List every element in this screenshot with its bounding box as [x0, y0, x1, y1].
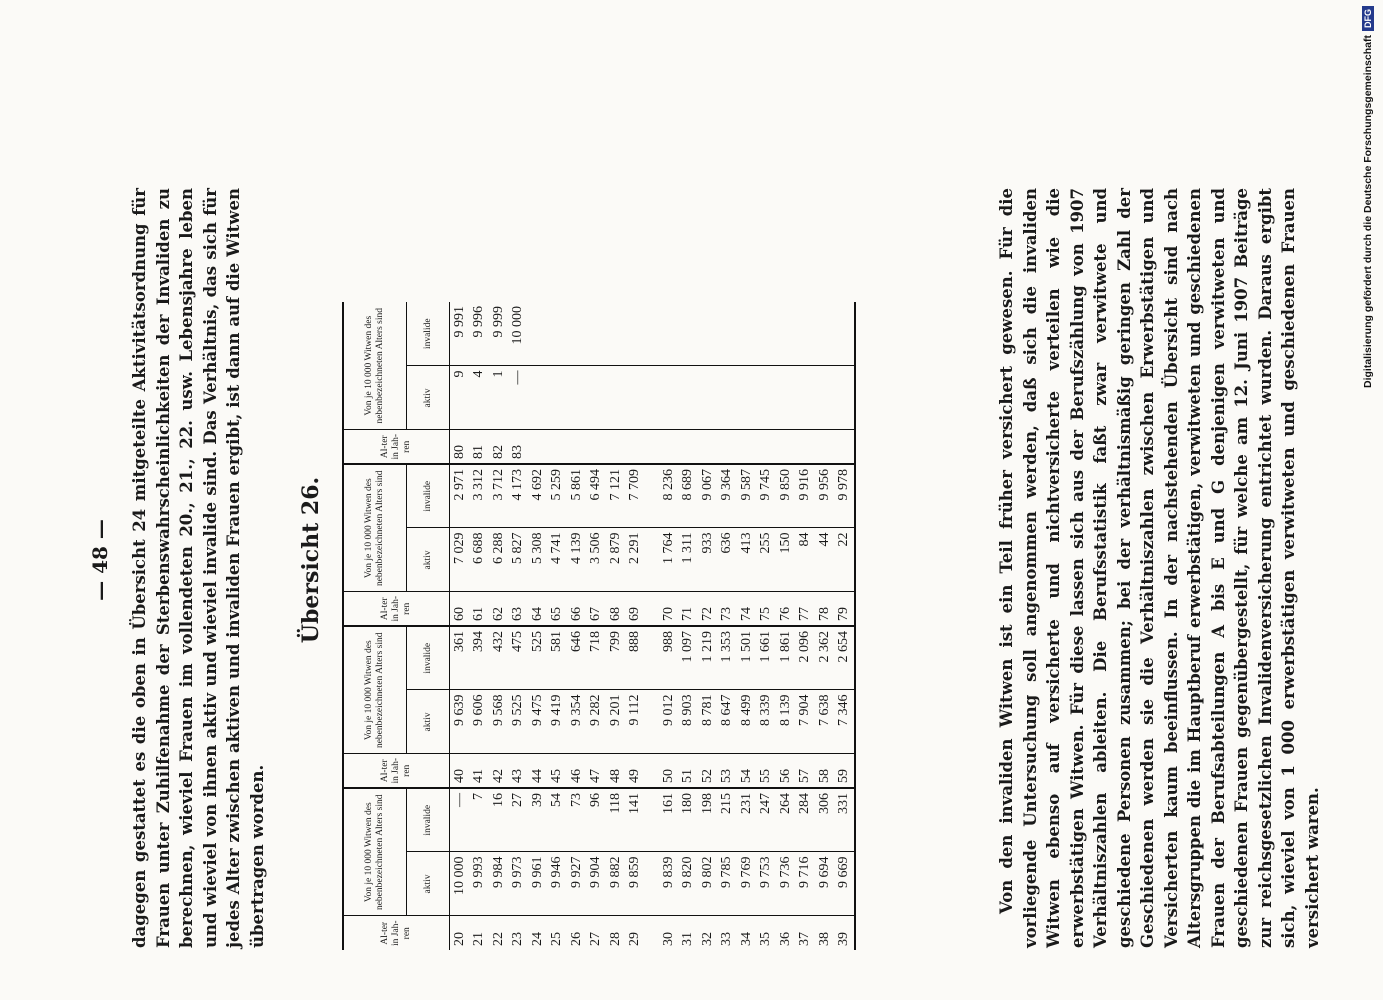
table-row: [509, 302, 529, 950]
age-cell: [567, 430, 587, 464]
aktiv-cell: 9 769: [737, 852, 757, 916]
aktiv-cell: 9 839: [659, 852, 679, 916]
invalide-cell: [606, 302, 626, 366]
age-cell: 78: [815, 592, 835, 626]
page-number: — 48 —: [88, 519, 112, 601]
aktiv-cell: 9: [450, 366, 470, 430]
invalide-cell: [548, 302, 568, 366]
invalide-cell: 141: [626, 788, 646, 852]
invalide-cell: 646: [567, 626, 587, 690]
age-cell: 45: [548, 754, 568, 788]
age-cell: [737, 430, 757, 464]
invalide-cell: [567, 302, 587, 366]
invalide-cell: [626, 302, 646, 366]
age-cell: 34: [737, 916, 757, 950]
table-row: [776, 302, 796, 950]
aktiv-cell: 4 741: [548, 528, 568, 592]
invalide-cell: 247: [757, 788, 777, 852]
age-cell: [606, 430, 626, 464]
aktiv-cell: 9 904: [587, 852, 607, 916]
aktiv-cell: 9 475: [528, 690, 548, 754]
invalide-cell: 9 364: [718, 464, 738, 528]
age-cell: 26: [567, 916, 587, 950]
aktiv-column-header: aktiv: [407, 690, 450, 754]
age-cell: 59: [835, 754, 856, 788]
invalide-cell: 2 971: [450, 464, 470, 528]
age-cell: 43: [509, 754, 529, 788]
table-row: [659, 302, 679, 950]
age-cell: [757, 430, 777, 464]
age-cell: 69: [626, 592, 646, 626]
invalide-cell: [659, 302, 679, 366]
table-row: [757, 302, 777, 950]
age-cell: 23: [509, 916, 529, 950]
document-page: [80, 160, 1322, 960]
credit-text: Digitalisierung gefördert durch die Deutsche Forschungsgemeinschaft: [1362, 35, 1374, 388]
age-cell: 53: [718, 754, 738, 788]
age-cell: 37: [796, 916, 816, 950]
age-cell: 30: [659, 916, 679, 950]
invalide-cell: 9 956: [815, 464, 835, 528]
age-cell: 77: [796, 592, 816, 626]
aktiv-cell: [815, 366, 835, 430]
aktiv-column-header: aktiv: [407, 852, 450, 916]
table-row: [737, 302, 757, 950]
aktiv-cell: 8 781: [698, 690, 718, 754]
age-cell: 83: [509, 430, 529, 464]
age-cell: 48: [606, 754, 626, 788]
invalide-cell: 73: [567, 788, 587, 852]
table-row: [587, 302, 607, 950]
aktiv-cell: 5 827: [509, 528, 529, 592]
aktiv-cell: [567, 366, 587, 430]
invalide-cell: 118: [606, 788, 626, 852]
invalide-cell: 394: [470, 626, 490, 690]
invalide-cell: 9 991: [451, 306, 467, 338]
invalide-cell: 988: [659, 626, 679, 690]
aktiv-cell: 9 201: [606, 690, 626, 754]
invalide-cell: 2 362: [815, 626, 835, 690]
invalide-cell: 6 494: [587, 464, 607, 528]
invalide-cell: 4 173: [509, 464, 529, 528]
aktiv-cell: 10 000: [450, 852, 470, 916]
aktiv-column-header: aktiv: [407, 528, 450, 592]
age-cell: 46: [567, 754, 587, 788]
table-row: [815, 302, 835, 950]
aktiv-cell: 150: [776, 528, 796, 592]
aktiv-cell: 9 568: [489, 690, 509, 754]
aktiv-cell: 9 639: [450, 690, 470, 754]
table-row: [528, 302, 548, 950]
aktiv-cell: —: [509, 366, 529, 430]
invalide-cell: 180: [679, 788, 699, 852]
age-cell: 29: [626, 916, 646, 950]
invalide-cell: 284: [796, 788, 816, 852]
invalide-cell: [528, 302, 548, 366]
age-cell: 51: [679, 754, 699, 788]
table-body: [450, 302, 856, 950]
aktiv-cell: 9 753: [757, 852, 777, 916]
aktiv-cell: 9 669: [835, 852, 856, 916]
invalide-cell: 9 916: [796, 464, 816, 528]
age-cell: 20: [450, 916, 470, 950]
invalide-cell: 9 067: [698, 464, 718, 528]
invalide-cell: 3 712: [489, 464, 509, 528]
age-cell: 66: [567, 592, 587, 626]
aktiv-cell: 5 308: [528, 528, 548, 592]
aktiv-cell: 9 946: [548, 852, 568, 916]
age-cell: [659, 430, 679, 464]
invalide-cell: [796, 302, 816, 366]
age-cell: 72: [698, 592, 718, 626]
invalide-cell: 8 236: [659, 464, 679, 528]
invalide-cell: 1 097: [679, 626, 699, 690]
aktiv-cell: 4: [470, 366, 490, 430]
group-column-header: Von je 10 000 Witwen des nebenbezeichneten Alters sind: [343, 788, 407, 916]
invalide-cell: 96: [587, 788, 607, 852]
aktiv-cell: 8 499: [737, 690, 757, 754]
age-cell: 68: [606, 592, 626, 626]
age-cell: 31: [679, 916, 699, 950]
table-row: [835, 302, 856, 950]
age-cell: 62: [489, 592, 509, 626]
invalide-cell: 5 861: [567, 464, 587, 528]
aktiv-cell: 9 012: [659, 690, 679, 754]
table-row: [489, 302, 509, 950]
age-cell: 27: [587, 916, 607, 950]
age-cell: 47: [587, 754, 607, 788]
aktiv-cell: 22: [835, 528, 856, 592]
age-cell: 38: [815, 916, 835, 950]
aktiv-cell: [679, 366, 699, 430]
invalide-cell: 231: [737, 788, 757, 852]
aktiv-cell: 9 419: [548, 690, 568, 754]
age-cell: 80: [450, 430, 470, 464]
table-row: [606, 302, 626, 950]
aktiv-cell: 9 820: [679, 852, 699, 916]
aktiv-cell: 413: [737, 528, 757, 592]
invalide-cell: 7 709: [626, 464, 646, 528]
aktiv-cell: 9 802: [698, 852, 718, 916]
invalide-column-header: invalide: [407, 464, 450, 528]
aktiv-cell: [528, 366, 548, 430]
age-cell: 60: [450, 592, 470, 626]
widow-activity-table: [342, 302, 856, 950]
aktiv-cell: [776, 366, 796, 430]
age-cell: 55: [757, 754, 777, 788]
invalide-cell: 9 999: [490, 306, 506, 338]
age-cell: 42: [489, 754, 509, 788]
age-cell: [796, 430, 816, 464]
group-column-header: Von je 10 000 Witwen des nebenbezeichneten Alters sind: [343, 302, 407, 430]
aktiv-cell: 6 688: [470, 528, 490, 592]
invalide-cell: [679, 302, 699, 366]
age-cell: [776, 430, 796, 464]
table-row: [679, 302, 699, 950]
age-cell: 71: [679, 592, 699, 626]
invalide-cell: 264: [776, 788, 796, 852]
aktiv-cell: [626, 366, 646, 430]
table-row: [626, 302, 646, 950]
invalide-cell: 5 259: [548, 464, 568, 528]
invalide-cell: 4 692: [528, 464, 548, 528]
invalide-cell: 475: [509, 626, 529, 690]
aktiv-cell: [698, 366, 718, 430]
invalide-cell: 16: [489, 788, 509, 852]
invalide-cell: 2 096: [796, 626, 816, 690]
age-cell: [698, 430, 718, 464]
table-row: [567, 302, 587, 950]
age-cell: 67: [587, 592, 607, 626]
aktiv-cell: [835, 366, 856, 430]
table-row: [470, 302, 490, 950]
aktiv-cell: 8 339: [757, 690, 777, 754]
invalide-cell: 1 661: [757, 626, 777, 690]
invalide-cell: [815, 302, 835, 366]
aktiv-cell: 9 716: [796, 852, 816, 916]
invalide-column-header: invalide: [407, 626, 450, 690]
aktiv-cell: 9 785: [718, 852, 738, 916]
invalide-cell: 27: [509, 788, 529, 852]
invalide-cell: [718, 302, 738, 366]
invalide-cell: 306: [815, 788, 835, 852]
age-cell: 63: [509, 592, 529, 626]
age-cell: 25: [548, 916, 568, 950]
aktiv-cell: 7 029: [450, 528, 470, 592]
age-column-header: Al-ter in Jah-ren: [343, 916, 450, 950]
table-row: [698, 302, 718, 950]
aktiv-cell: 1 764: [659, 528, 679, 592]
age-cell: 54: [737, 754, 757, 788]
invalide-cell: 215: [718, 788, 738, 852]
aktiv-cell: 9 282: [587, 690, 607, 754]
invalide-column-header: invalide: [407, 788, 450, 852]
aktiv-cell: 9 882: [606, 852, 626, 916]
aktiv-cell: [718, 366, 738, 430]
invalide-cell: 39: [528, 788, 548, 852]
age-cell: [679, 430, 699, 464]
invalide-cell: 8 689: [679, 464, 699, 528]
age-cell: 52: [698, 754, 718, 788]
aktiv-cell: 9 927: [567, 852, 587, 916]
invalide-cell: 9 978: [835, 464, 856, 528]
invalide-cell: 525: [528, 626, 548, 690]
age-cell: 44: [528, 754, 548, 788]
age-cell: 65: [548, 592, 568, 626]
group-column-header: Von je 10 000 Witwen des nebenbezeichneten Alters sind: [343, 464, 407, 592]
age-column-header: Al-ter in Jah-ren: [343, 592, 450, 626]
age-cell: 21: [470, 916, 490, 950]
aktiv-cell: 933: [698, 528, 718, 592]
aktiv-cell: [796, 366, 816, 430]
aktiv-cell: 9 859: [626, 852, 646, 916]
age-cell: [587, 430, 607, 464]
aktiv-cell: 7 904: [796, 690, 816, 754]
aktiv-cell: 8 903: [679, 690, 699, 754]
table-row: [450, 302, 470, 950]
aktiv-cell: [757, 366, 777, 430]
age-cell: 35: [757, 916, 777, 950]
age-cell: 50: [659, 754, 679, 788]
aktiv-cell: 3 506: [587, 528, 607, 592]
invalide-cell: 3 312: [470, 464, 490, 528]
aktiv-cell: 636: [718, 528, 738, 592]
group-column-header: Von je 10 000 Witwen des nebenbezeichneten Alters sind: [343, 626, 407, 754]
invalide-cell: [757, 302, 777, 366]
age-cell: 76: [776, 592, 796, 626]
age-cell: 75: [757, 592, 777, 626]
invalide-cell: 1 501: [737, 626, 757, 690]
aktiv-cell: [587, 366, 607, 430]
age-cell: [815, 430, 835, 464]
age-cell: [548, 430, 568, 464]
invalide-cell: 9 745: [757, 464, 777, 528]
age-cell: 56: [776, 754, 796, 788]
age-cell: 70: [659, 592, 679, 626]
age-cell: 28: [606, 916, 626, 950]
closing-paragraph: Von den invaliden Witwen ist ein Teil früher versichert gewesen. Für die vorliegende Untersuchung soll angenommen werden, daß sich die invaliden Witwen ebenso auf versicherte und nichtversicherte verteilen wie die erwerbstätigen Witwen. Für diese lassen sich aus der Berufszählung von 1907 Verhältniszahlen ableiten. Die Berufsstatistik faßt zwar verwitwete und geschiedene Personen zusammen; bei der verhältnismäßig geringen Zahl der Geschiedenen werden sie die Verhältniszahlen zwischen Erwerbstätigen und Versicherten kaum beeinflussen. In der nachstehenden Übersicht sind nach Altersgruppen die im Hauptberuf erwerbstätigen, verwitweten und geschiedenen Frauen der Berufsabteilungen A bis E und G denjenigen verwitweten und geschiedenen Frauen gegenübergestellt, für welche am 12. Juni 1907 Beiträge zur reichsgesetzlichen Invalidenversicherung entrichtet wurden. Daraus ergibt sich, wieviel von 1 000 erwerbstätigen verwitweten und geschiedenen Frauen versichert waren.: [997, 188, 1322, 948]
aktiv-cell: 9 736: [776, 852, 796, 916]
invalide-cell: 888: [626, 626, 646, 690]
aktiv-cell: 8 647: [718, 690, 738, 754]
age-cell: [718, 430, 738, 464]
aktiv-cell: 9 354: [567, 690, 587, 754]
table-row: [796, 302, 816, 950]
aktiv-cell: 84: [796, 528, 816, 592]
age-cell: 41: [470, 754, 490, 788]
age-cell: [528, 430, 548, 464]
invalide-cell: 331: [835, 788, 856, 852]
invalide-cell: [587, 302, 607, 366]
invalide-cell: 361: [450, 626, 470, 690]
invalide-column-header: invalide: [407, 302, 450, 366]
invalide-cell: 9 587: [737, 464, 757, 528]
age-cell: 73: [718, 592, 738, 626]
invalide-cell: 161: [659, 788, 679, 852]
age-cell: 40: [450, 754, 470, 788]
aktiv-cell: 9 694: [815, 852, 835, 916]
aktiv-cell: 255: [757, 528, 777, 592]
invalide-cell: 10 000: [510, 306, 526, 345]
aktiv-cell: 9 525: [509, 690, 529, 754]
invalide-cell: 198: [698, 788, 718, 852]
aktiv-cell: 2 291: [626, 528, 646, 592]
age-cell: 39: [835, 916, 856, 950]
aktiv-cell: 6 288: [489, 528, 509, 592]
invalide-cell: 718: [587, 626, 607, 690]
aktiv-cell: 9 112: [626, 690, 646, 754]
aktiv-cell: 7 346: [835, 690, 856, 754]
aktiv-cell: 2 879: [606, 528, 626, 592]
aktiv-cell: 1 311: [679, 528, 699, 592]
table-row: [718, 302, 738, 950]
age-cell: 36: [776, 916, 796, 950]
aktiv-cell: 1: [489, 366, 509, 430]
age-cell: 61: [470, 592, 490, 626]
invalide-cell: 799: [606, 626, 626, 690]
invalide-cell: [776, 302, 796, 366]
aktiv-cell: 4 139: [567, 528, 587, 592]
age-cell: 74: [737, 592, 757, 626]
aktiv-cell: 9 606: [470, 690, 490, 754]
invalide-cell: [737, 302, 757, 366]
table-header-group-row: [343, 302, 407, 950]
age-column-header: Al-ter in Jah-ren: [343, 430, 450, 464]
invalide-cell: 432: [489, 626, 509, 690]
invalide-cell: 1 219: [698, 626, 718, 690]
age-cell: 24: [528, 916, 548, 950]
age-cell: 49: [626, 754, 646, 788]
age-cell: 58: [815, 754, 835, 788]
aktiv-cell: 7 638: [815, 690, 835, 754]
age-cell: 32: [698, 916, 718, 950]
invalide-cell: 54: [548, 788, 568, 852]
invalide-cell: 2 654: [835, 626, 856, 690]
table-row: [548, 302, 568, 950]
aktiv-cell: [548, 366, 568, 430]
funding-credit: [1362, 8, 1374, 388]
invalide-cell: 1 861: [776, 626, 796, 690]
age-cell: [835, 430, 856, 464]
aktiv-cell: 9 961: [528, 852, 548, 916]
intro-paragraph: dagegen gestattet es die oben in Übersicht 24 mitgeteilte Aktivitätsordnung für Frauen unter Zuhilfenahme der Sterbenswahrscheinlichkeiten der Invaliden zu berechnen, wieviel Frauen im vollendeten 20., 21., 22. usw. Lebensjahre leben und wieviel von ihnen aktiv und wieviel invalide sind. Das Verhältnis, das sich für jedes Alter zwischen aktiven und invaliden Frauen ergibt, ist dann auf die Witwen übertragen worden.: [130, 188, 267, 948]
aktiv-cell: 9 993: [470, 852, 490, 916]
dfg-logo: DFG: [1362, 6, 1374, 31]
table-header-sub-row: [407, 302, 450, 950]
age-cell: 81: [470, 430, 490, 464]
invalide-cell: 1 353: [718, 626, 738, 690]
table-spacer-row: [645, 302, 659, 950]
age-cell: 82: [489, 430, 509, 464]
invalide-cell: —: [450, 788, 470, 852]
age-cell: [626, 430, 646, 464]
age-cell: 33: [718, 916, 738, 950]
age-column-header: Al-ter in Jah-ren: [343, 754, 450, 788]
age-cell: 22: [489, 916, 509, 950]
aktiv-cell: [659, 366, 679, 430]
invalide-cell: 581: [548, 626, 568, 690]
age-cell: 57: [796, 754, 816, 788]
aktiv-cell: [737, 366, 757, 430]
aktiv-column-header: aktiv: [407, 366, 450, 430]
age-cell: 64: [528, 592, 548, 626]
invalide-cell: [835, 302, 856, 366]
aktiv-cell: 8 139: [776, 690, 796, 754]
aktiv-cell: 9 973: [509, 852, 529, 916]
invalide-cell: [698, 302, 718, 366]
invalide-cell: 9 996: [471, 306, 487, 338]
aktiv-cell: 9 984: [489, 852, 509, 916]
aktiv-cell: [606, 366, 626, 430]
age-cell: 79: [835, 592, 856, 626]
table-title: Übersicht 26.: [298, 476, 324, 644]
invalide-cell: 7 121: [606, 464, 626, 528]
invalide-cell: 7: [470, 788, 490, 852]
invalide-cell: 9 850: [776, 464, 796, 528]
aktiv-cell: 44: [815, 528, 835, 592]
